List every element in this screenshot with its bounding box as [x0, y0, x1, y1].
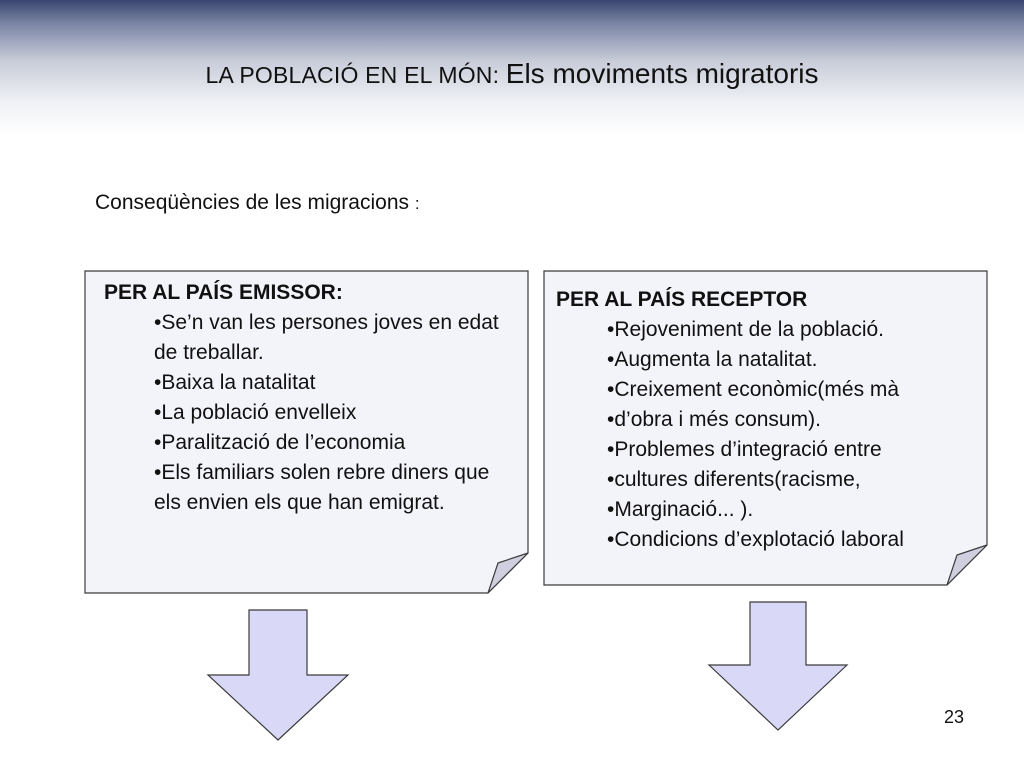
list-item: •Els familiars solen rebre diners que els envien els que han emigrat.	[154, 461, 490, 514]
list-item: •Baixa la natalitat	[154, 371, 316, 394]
receptor-content	[556, 285, 986, 555]
page-number: 23	[943, 707, 964, 727]
arrow-down-icon	[208, 610, 348, 740]
subtitle-colon: :	[414, 194, 420, 213]
list-item: •cultures diferents(racisme,	[607, 468, 861, 491]
emissor-list	[154, 308, 504, 518]
list-item: •Rejoveniment de la població.	[607, 318, 885, 341]
list-item: •Marginació... ).	[607, 498, 754, 521]
list-item: •Augmenta la natalitat.	[607, 348, 818, 371]
emissor-heading: PER AL PAÍS EMISSOR:	[104, 281, 343, 304]
list-item: •d’obra i més consum).	[607, 408, 821, 431]
arrow-down-icon	[709, 602, 847, 730]
list-item: •Se’n van les persones joves en edat de treballar.	[154, 311, 499, 364]
list-item: •Paralització de l’economia	[154, 431, 406, 454]
list-item: •La població envelleix	[154, 401, 357, 424]
title-part1: LA POBLACIÓ EN EL MÓN:	[205, 62, 506, 88]
list-item: •Problemes d’integració entre	[607, 438, 882, 461]
emissor-content	[104, 278, 504, 518]
subtitle-text: Conseqüències de les migracions	[95, 191, 415, 214]
list-item: •Condicions d’explotació laboral	[607, 528, 904, 551]
title-part2: Els moviments migratoris	[505, 58, 819, 89]
receptor-heading: PER AL PAÍS RECEPTOR	[556, 288, 808, 311]
receptor-list	[607, 315, 986, 555]
list-item: •Creixement econòmic(més mà	[607, 378, 900, 401]
